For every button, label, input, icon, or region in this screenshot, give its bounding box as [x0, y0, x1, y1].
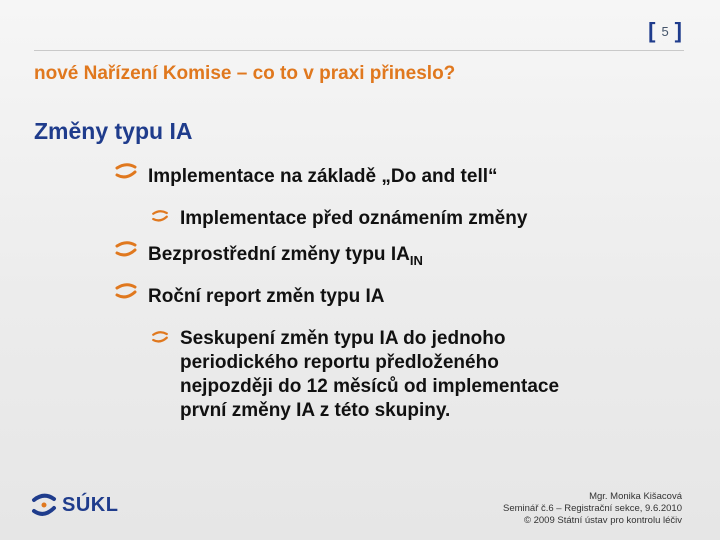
- bullet-annual-report: Roční report změn typu IA: [148, 286, 385, 307]
- bracket-left: [: [648, 18, 656, 43]
- footer-credits: [503, 491, 682, 527]
- header-rule: [34, 50, 684, 51]
- sukl-logo-icon: [30, 492, 58, 518]
- footer-copyright: © 2009 Státní ústav pro kontrolu léčiv: [523, 515, 682, 526]
- grouping-line-2: periodického reportu předloženého: [180, 352, 499, 373]
- sub-bullet-swirl-icon: [151, 209, 169, 223]
- footer-author: Mgr. Monika Kišacová: [589, 491, 682, 502]
- bullet-do-and-tell: Implementace na základě „Do and tell“: [148, 166, 498, 187]
- slide-title: nové Nařízení Komise – co to v praxi přineslo?: [34, 63, 456, 84]
- subscript-in: IN: [409, 253, 423, 268]
- sukl-logo: [30, 492, 118, 518]
- sub-bullet-before-notification: Implementace před oznámením změny: [180, 208, 528, 229]
- bullet-swirl-icon: [114, 162, 138, 180]
- section-heading: Změny typu IA: [34, 118, 193, 144]
- bullet-immediate-changes: [148, 243, 423, 273]
- page-number-value: 5: [661, 23, 669, 39]
- bullet-swirl-icon: [114, 240, 138, 258]
- grouping-line-3: nejpozději do 12 měsíců od implementace: [180, 376, 560, 397]
- sub-bullet-swirl-icon: [151, 330, 169, 344]
- grouping-line-4: první změny IA z této skupiny.: [180, 400, 451, 421]
- bullet-swirl-icon: [114, 282, 138, 300]
- bullet-immediate-changes-text: Bezprostřední změny typu IA: [148, 244, 410, 265]
- logo-text: SÚKL: [62, 493, 119, 516]
- footer-seminar: Seminář č.6 – Registrační sekce, 9.6.2010: [502, 503, 682, 514]
- page-number: [648, 20, 682, 42]
- grouping-line-1: Seskupení změn typu IA do jednoho: [180, 328, 506, 349]
- bracket-right: ]: [674, 18, 682, 43]
- sub-bullet-grouping: [180, 327, 559, 423]
